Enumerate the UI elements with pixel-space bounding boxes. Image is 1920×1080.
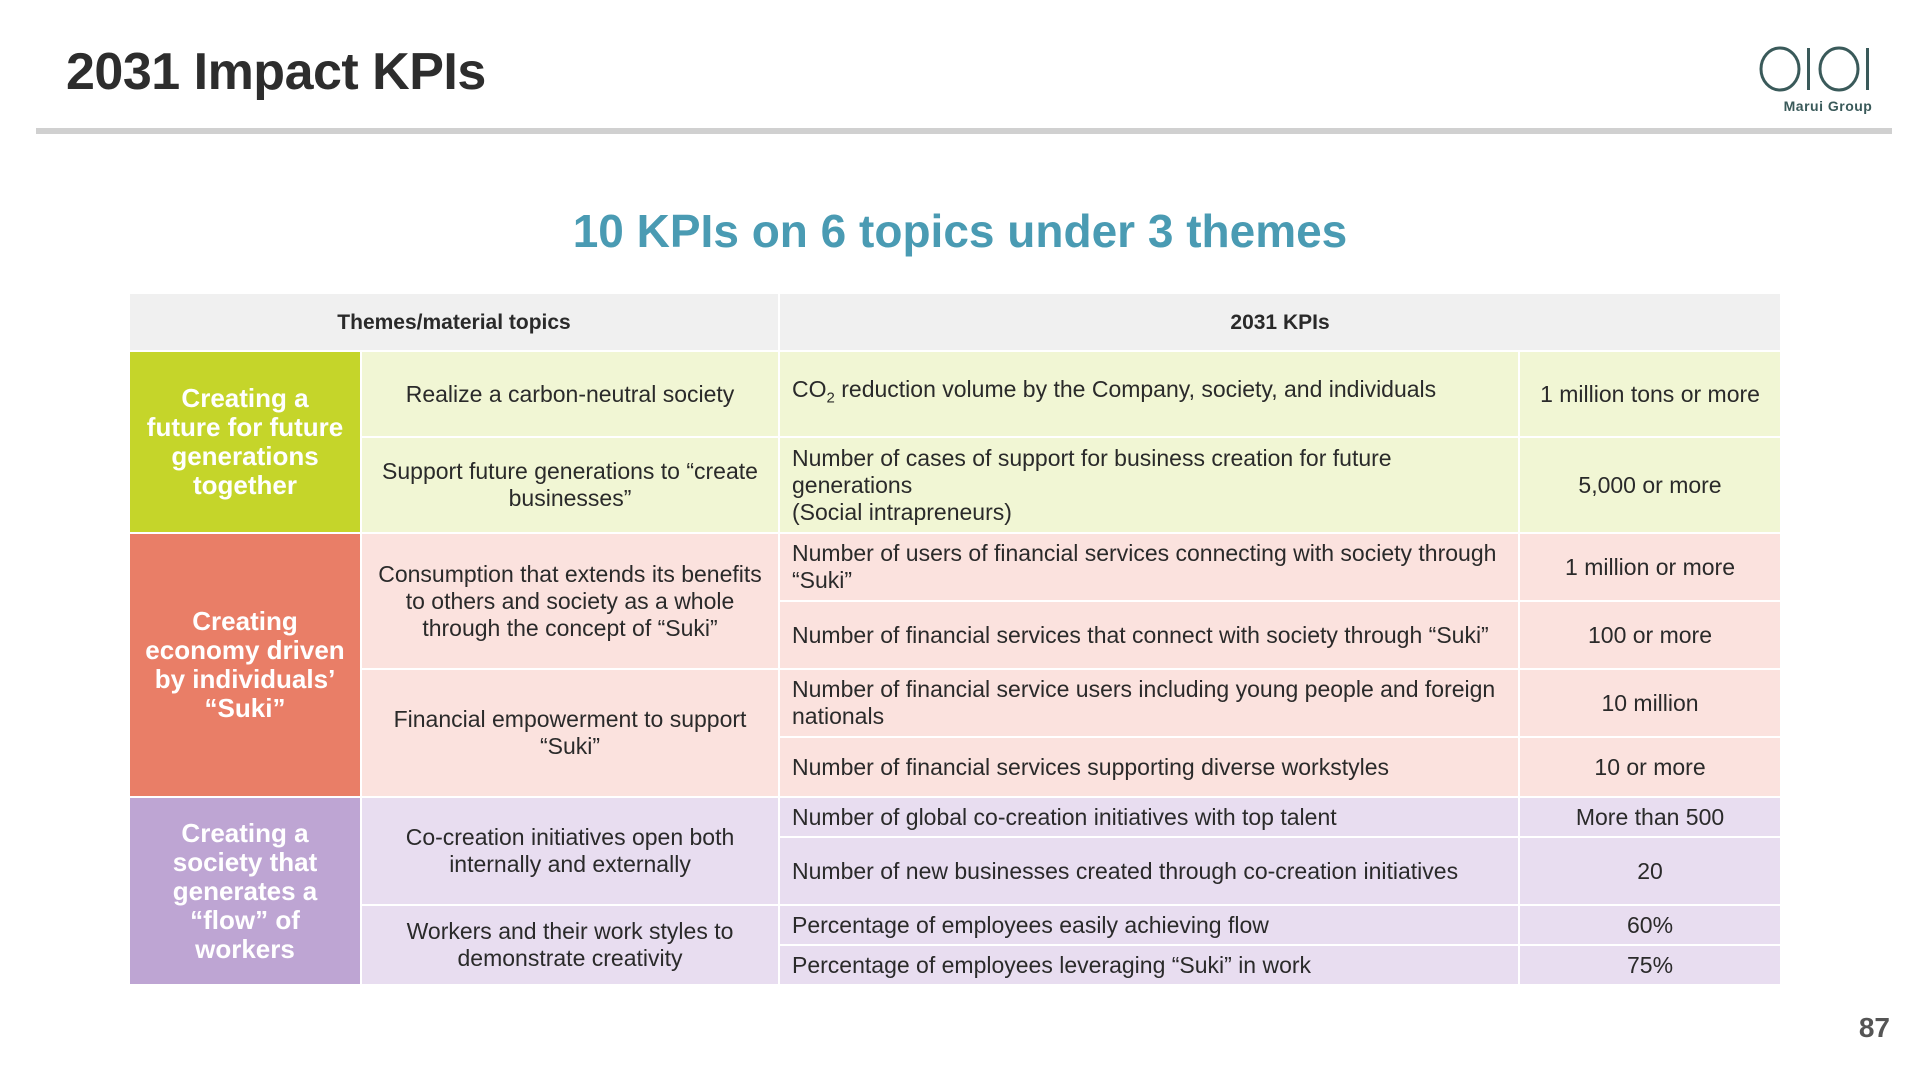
page-number: 87 (1858, 1012, 1890, 1043)
table-row (129, 797, 1781, 837)
topic-cell: Workers and their work styles to demonstrate creativity (361, 905, 779, 985)
themes-column-header: Themes/material topics (129, 293, 779, 351)
kpi-cell: Number of users of financial services connecting with society through “Suki” (779, 533, 1519, 601)
topic-cell: Support future generations to “create businesses” (361, 437, 779, 533)
kpi-prefix: CO (792, 376, 827, 403)
theme-cell: Creating a future for future generations together (129, 351, 361, 533)
topic-cell: Co-creation initiatives open both internally and externally (361, 797, 779, 905)
table-row (129, 437, 1781, 533)
topic-cell: Consumption that extends its benefits to others and society as a whole through the concept of “Suki” (361, 533, 779, 669)
kpi-cell: Number of financial services supporting diverse workstyles (779, 737, 1519, 797)
oioi-logo-icon (1755, 44, 1901, 94)
topic-cell: Financial empowerment to support “Suki” (361, 669, 779, 797)
target-cell: 10 million (1519, 669, 1781, 737)
target-cell: 1 million or more (1519, 533, 1781, 601)
marui-group-logo (1755, 44, 1901, 116)
kpi-cell (779, 351, 1519, 437)
page-title: 2031 Impact KPIs (66, 43, 486, 101)
kpis-column-header: 2031 KPIs (779, 293, 1781, 351)
kpi-cell: Percentage of employees leveraging “Suki” in work (779, 945, 1519, 985)
kpi-text: reduction volume by the Company, society, and individuals (834, 376, 1437, 403)
kpi-text: Number of cases of support for business creation for future generations (792, 444, 1392, 498)
theme-cell: Creating economy driven by individuals’ “Suki” (129, 533, 361, 797)
kpi-text-note: (Social intrapreneurs) (792, 498, 1012, 525)
kpi-cell: Number of new businesses created through co-creation initiatives (779, 837, 1519, 905)
kpi-cell: Percentage of employees easily achieving flow (779, 905, 1519, 945)
table-row (129, 905, 1781, 945)
target-cell: 1 million tons or more (1519, 351, 1781, 437)
subtitle: 10 KPIs on 6 topics under 3 themes (572, 205, 1348, 257)
table-header-row (129, 293, 1781, 351)
target-cell: 5,000 or more (1519, 437, 1781, 533)
theme-cell: Creating a society that generates a “flow” of workers (129, 797, 361, 985)
kpi-cell: Number of financial service users including young people and foreign nationals (779, 669, 1519, 737)
kpi-cell: Number of financial services that connect with society through “Suki” (779, 601, 1519, 669)
kpi-cell (779, 437, 1519, 533)
kpi-subscript: 2 (826, 389, 835, 407)
target-cell: 60% (1519, 905, 1781, 945)
target-cell: More than 500 (1519, 797, 1781, 837)
target-cell: 100 or more (1519, 601, 1781, 669)
target-cell: 10 or more (1519, 737, 1781, 797)
topic-cell: Realize a carbon-neutral society (361, 351, 779, 437)
kpi-cell: Number of global co-creation initiatives with top talent (779, 797, 1519, 837)
table-row (129, 669, 1781, 737)
title-divider (36, 128, 1892, 134)
target-cell: 20 (1519, 837, 1781, 905)
table-row (129, 351, 1781, 437)
logo-text: Marui Group (1783, 98, 1873, 114)
target-cell: 75% (1519, 945, 1781, 985)
kpi-table (128, 292, 1782, 986)
table-row (129, 533, 1781, 601)
